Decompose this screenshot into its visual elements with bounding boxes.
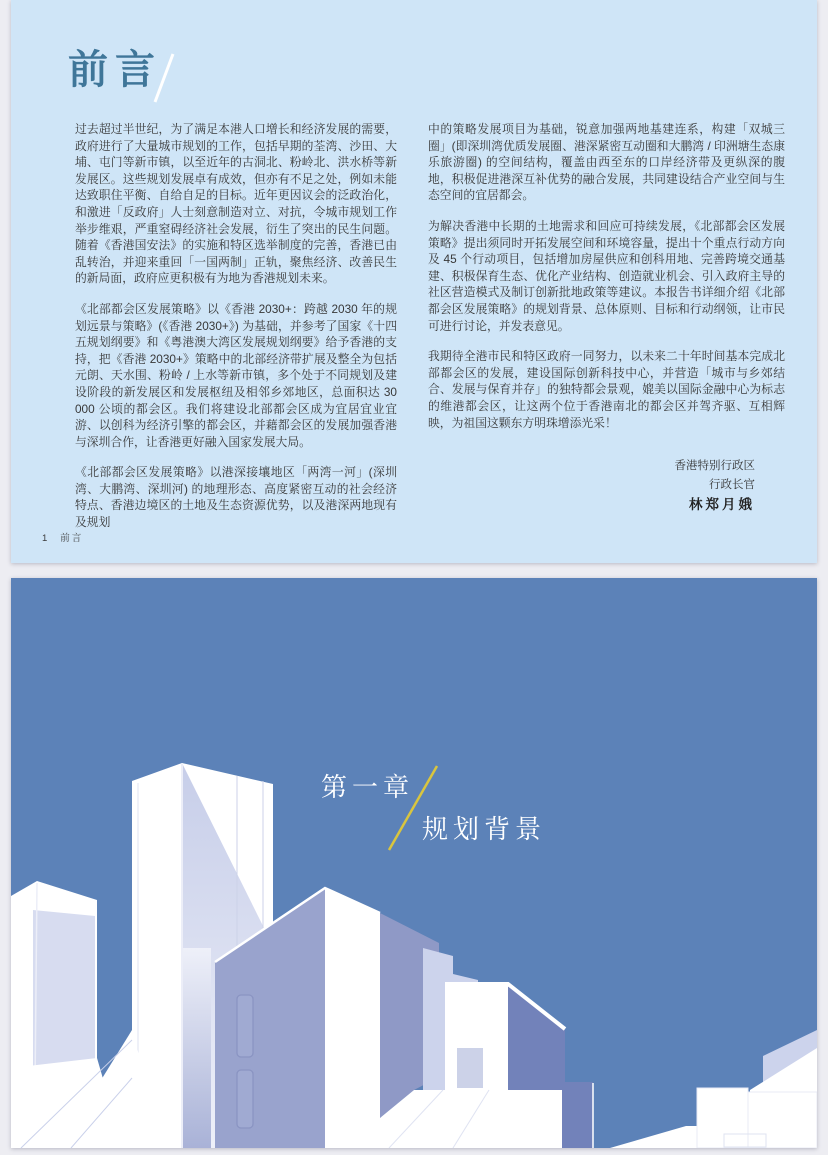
signature-block <box>428 457 785 514</box>
signature-org: 香港特别行政区 <box>674 460 755 473</box>
paragraph: 我期待全港市民和特区政府一同努力，以未来二十年时间基本完成北部都会区的发展，建设国际创新科技中心，并营造「城市与乡郊结合、发展与保育并存」的独特都会景观，媲美以国际金融中心为标志的维港都会区，让这两个位于香港南北的都会区并驾齐驱、互相辉映，为祖国这颗东方明珠增添光采！ <box>428 349 785 430</box>
paragraph: 《北部都会区发展策略》以《香港 2030+：跨越 2030 年的规划远景与策略》(《香港 2030+》) 为基础，并参考了国家《十四五规划纲要》和《粤港澳大湾区发展规划纲要》给予香港的支持，把《香港 2030+》策略中的北部经济带扩展及整全为包括元朗、天水围、粉岭 / 上水等新市镇，多个处于不同规划及建设阶段的新发展区和发展枢纽及相邻乡郊地区，总面积达 30 000 公顷的都会区。我们将建设北部都会区成为宜居宜业宜游、以创科为经济引擎的都会区，并藉都会区的发展加强香港与深圳合作，让香港更好融入国家发展大局。 <box>75 301 397 449</box>
page-chapter <box>11 578 817 1148</box>
preface-columns <box>11 121 817 531</box>
signature-name: 林郑月娥 <box>689 497 755 513</box>
page-footer <box>42 530 83 544</box>
paragraph: 为解决香港中长期的土地需求和回应可持续发展，《北部都会区发展策略》提出须同时开拓发展空间和环境容量，提出十个重点行动方向及 45 个行动项目，包括增加房屋供应和创科用地、完善跨境交通基建、积极保育生态、优化产业结构、创造就业机会、引入政府主导的社区营造模式及制订创新批地政策等建议。本报告书详细介绍《北部都会区发展策略》的规划背景、总体原则、目标和行动纲领，让市民可进行讨论，并发表意见。 <box>428 218 785 333</box>
paragraph: 过去超过半世纪，为了满足本港人口增长和经济发展的需要，政府进行了大量城市规划的工作，包括早期的荃湾、沙田、大埔、屯门等新市镇，以至近年的古洞北、粉岭北、洪水桥等新发展区。这些规划发展卓有成效，但亦有不足之处，例如未能达致职住平衡、自给自足的目标。近年更因议会的泛政治化，和激进「反政府」人士刻意制造对立、对抗，令城市规划工作举步维艰，严重窒碍经济社会发展，衍生了突出的民生问题。随着《香港国安法》的实施和特区选举制度的完善，香港已由乱转治，并迎来重回「一国两制」正轨，聚焦经济、改善民生的新局面，政府应更积极有为地为香港规划未来。 <box>75 122 397 286</box>
footer-section-label: 前言 <box>60 533 84 544</box>
paragraph: 《北部都会区发展策略》以港深接壤地区「两湾一河」(深圳湾、大鹏湾、深圳河) 的地理形态、高度紧密互动的社会经济特点、香港边境区的土地及生态资源优势，以及港深两地现有及规划 <box>75 465 397 530</box>
chapter-number: 第一章 <box>321 772 415 802</box>
preface-right-column <box>428 121 785 531</box>
title-slash-icon <box>151 50 177 106</box>
preface-left-column <box>75 121 397 531</box>
chapter-title: 规划背景 <box>422 814 547 844</box>
chapter-heading <box>11 578 817 1148</box>
signature-role: 行政长官 <box>709 479 755 492</box>
paragraph: 中的策略发展项目为基础，锐意加强两地基建连系，构建「双城三圈」(即深圳湾优质发展圈、港深紧密互动圈和大鹏湾 / 印洲塘生态康乐旅游圈) 的空间结构，覆盖由西至东的口岸经济带及更纵深的腹地，积极促进港深互补优势的融合发展，共同建设结合产业空间与生态空间的宜居都会。 <box>428 122 785 203</box>
preface-title: 前言 <box>68 48 162 92</box>
footer-page-number: 1 <box>42 533 48 544</box>
page-preface <box>11 0 817 563</box>
